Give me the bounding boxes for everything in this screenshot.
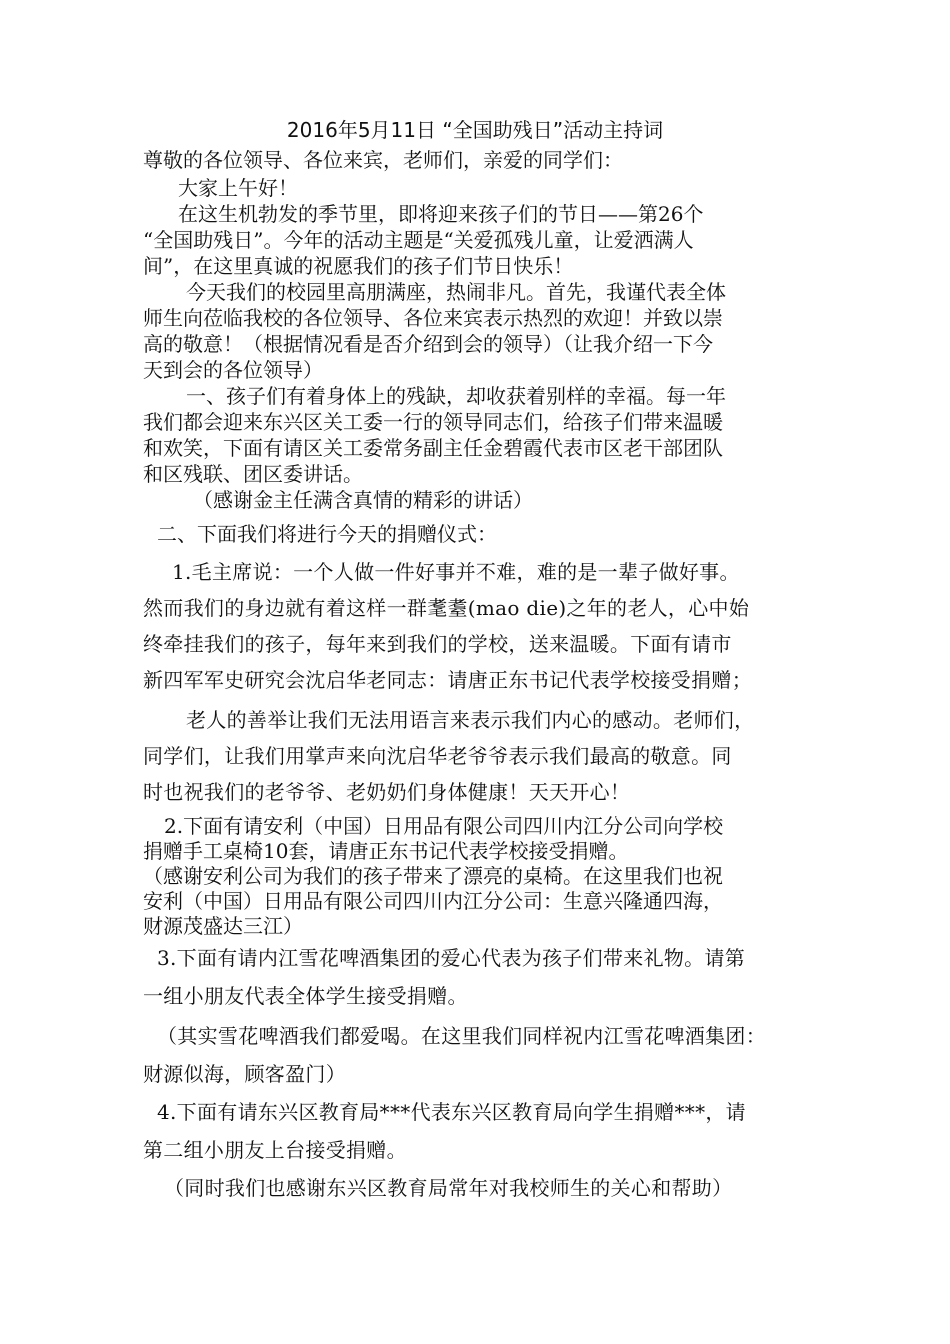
text-line-item-one: 1.毛主席说：一个人做一件好事并不难，难的是一辈子做好事。 bbox=[172, 560, 740, 584]
text-line: 师生向莅临我校的各位领导、各位来宾表示热烈的欢迎！并致以崇 bbox=[143, 306, 723, 330]
text-line: 我们都会迎来东兴区关工委一行的领导同志们，给孩子们带来温暖 bbox=[143, 410, 723, 434]
document-title: 2016年5月11日 “全国助残日”活动主持词 bbox=[286, 118, 664, 142]
text-line-item-two: 2.下面有请安利（中国）日用品有限公司四川内江分公司向学校 bbox=[164, 814, 724, 838]
text-line: 和区残联、团区委讲话。 bbox=[143, 462, 363, 486]
text-line: 财源茂盛达三江） bbox=[143, 914, 303, 938]
text-line: 新四军军史研究会沈启华老同志：请唐正东书记代表学校接受捐赠； bbox=[143, 668, 752, 692]
text-line-item-three: 3.下面有请内江雪花啤酒集团的爱心代表为孩子们带来礼物。请第 bbox=[157, 946, 746, 970]
text-line: 间”，在这里真诚的祝愿我们的孩子们节日快乐！ bbox=[143, 254, 574, 278]
text-line: 终牵挂我们的孩子，每年来到我们的学校，送来温暖。下面有请市 bbox=[143, 632, 732, 656]
text-line-good-morning: 大家上午好！ bbox=[178, 176, 298, 200]
text-line: 安利（中国）日用品有限公司四川内江分公司：生意兴隆通四海， bbox=[143, 889, 723, 913]
text-line: （感谢金主任满含真情的精彩的讲话） bbox=[193, 488, 533, 512]
text-line: （同时我们也感谢东兴区教育局常年对我校师生的关心和帮助） bbox=[164, 1176, 733, 1200]
text-line: 高的敬意！（根据情况看是否介绍到会的领导）（让我介绍一下今 bbox=[143, 332, 713, 356]
text-line: （感谢安利公司为我们的孩子带来了漂亮的桌椅。在这里我们也祝 bbox=[143, 864, 723, 888]
text-line: 财源似海，顾客盈门） bbox=[143, 1062, 346, 1086]
text-line: 在这生机勃发的季节里，即将迎来孩子们的节日——第26个 bbox=[178, 202, 704, 226]
text-line-greeting: 尊敬的各位领导、各位来宾，老师们，亲爱的同学们： bbox=[143, 148, 623, 172]
text-line: 今天我们的校园里高朋满座，热闹非凡。首先，我谨代表全体 bbox=[186, 280, 726, 304]
text-line: 第二组小朋友上台接受捐赠。 bbox=[143, 1138, 407, 1162]
text-line: （其实雪花啤酒我们都爱喝。在这里我们同样祝内江雪花啤酒集团： bbox=[157, 1024, 766, 1048]
text-line: 天到会的各位领导） bbox=[143, 358, 323, 382]
text-line-section-one: 一、孩子们有着身体上的残缺，却收获着别样的幸福。每一年 bbox=[186, 384, 726, 408]
text-line: 然而我们的身边就有着这样一群耄耋(mao die)之年的老人，心中始 bbox=[143, 596, 750, 620]
text-line-item-four: 4.下面有请东兴区教育局***代表东兴区教育局向学生捐赠***，请 bbox=[157, 1100, 746, 1124]
text-line: 捐赠手工桌椅10套，请唐正东书记代表学校接受捐赠。 bbox=[143, 839, 629, 863]
text-line-section-two: 二、下面我们将进行今天的捐赠仪式： bbox=[157, 522, 497, 546]
text-line: 同学们，让我们用掌声来向沈启华老爷爷表示我们最高的敬意。同 bbox=[143, 744, 732, 768]
text-line: 老人的善举让我们无法用语言来表示我们内心的感动。老师们， bbox=[186, 708, 755, 732]
text-line: 和欢笑，下面有请区关工委常务副主任金碧霞代表市区老干部团队 bbox=[143, 436, 723, 460]
text-line: 时也祝我们的老爷爷、老奶奶们身体健康！天天开心！ bbox=[143, 780, 631, 804]
text-line: “全国助残日”。今年的活动主题是“关爱孤残儿童，让爱洒满人 bbox=[143, 228, 694, 252]
text-line: 一组小朋友代表全体学生接受捐赠。 bbox=[143, 984, 468, 1008]
